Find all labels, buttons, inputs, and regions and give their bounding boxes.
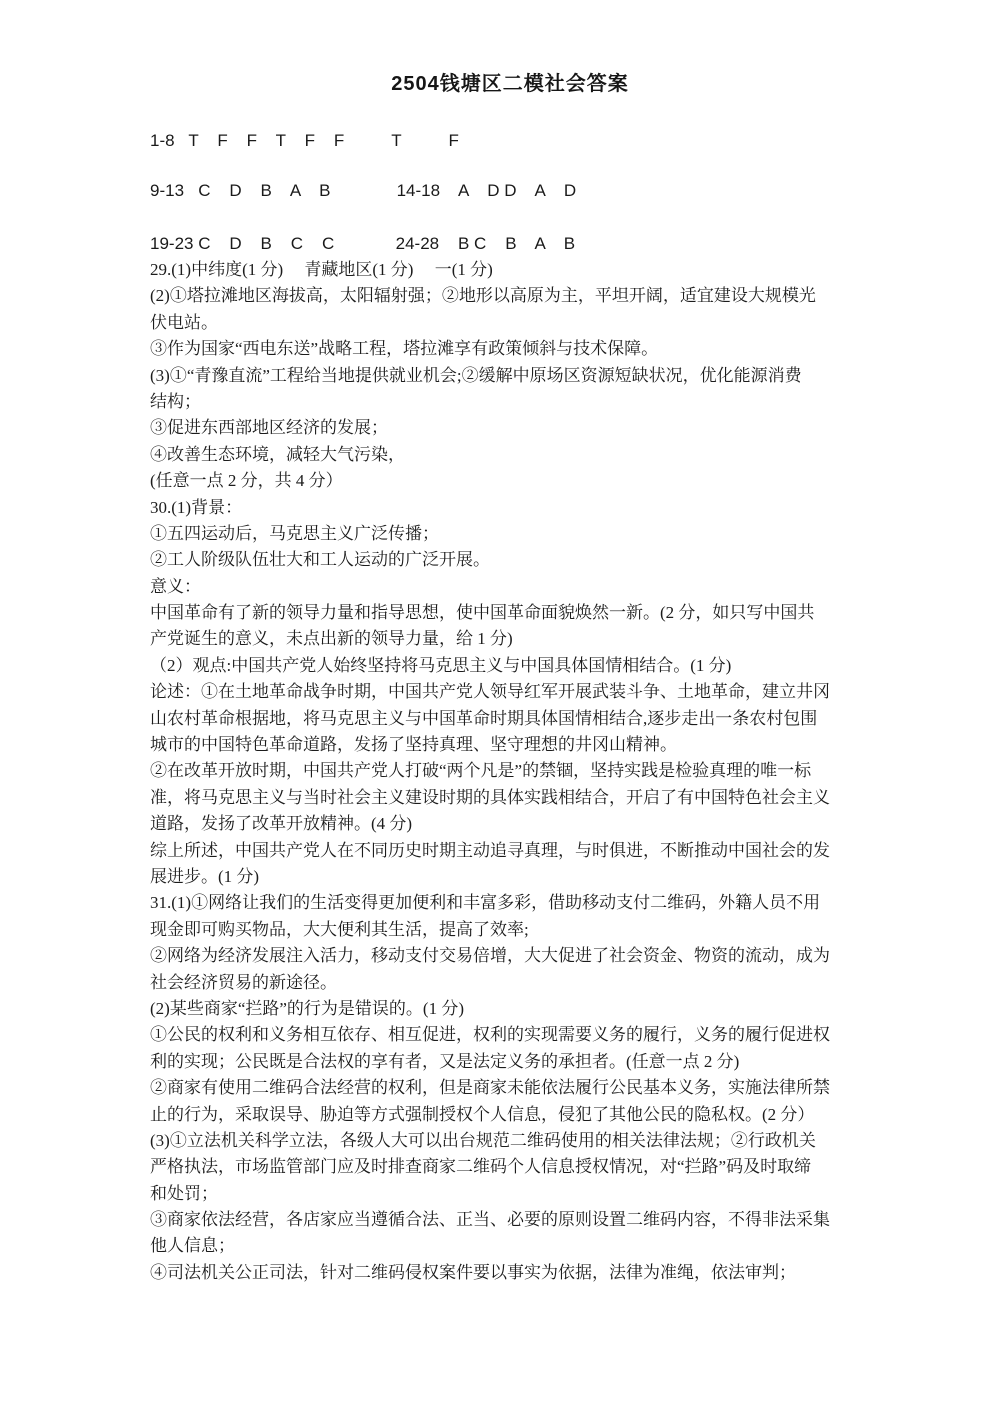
answer-text-body	[150, 257, 870, 1286]
answer-row-1-8: 1-8 T F F T F F T F	[150, 131, 459, 150]
text-line: 伏电站。	[150, 312, 218, 332]
text-line: 他人信息；	[150, 1236, 235, 1256]
text-line: 结构；	[150, 391, 201, 411]
text-line: ②工人阶级队伍壮大和工人运动的广泛开展。	[150, 550, 490, 570]
text-line: ①公民的权利和义务相互依存、相互促进，权利的实现需要义务的履行，义务的履行促进权	[150, 1025, 830, 1045]
text-line: 现金即可购买物品，大大便利其生活，提高了效率;	[150, 919, 529, 939]
text-line: 止的行为，采取误导、胁迫等方式强制授权个人信息，侵犯了其他公民的隐私权。(2 分）	[150, 1104, 815, 1124]
text-line: ④司法机关公正司法，针对二维码侵权案件要以事实为依据，法律为准绳，依法审判；	[150, 1262, 796, 1282]
text-line: 城市的中国特色革命道路，发扬了坚持真理、坚守理想的井冈山精神。	[150, 735, 677, 755]
text-line: 利的实现；公民既是合法权的享有者，又是法定义务的承担者。(任意一点 2 分)	[150, 1051, 740, 1071]
text-line: ②商家有使用二维码合法经营的权利，但是商家未能依法履行公民基本义务，实施法律所禁	[150, 1078, 830, 1098]
text-line: 30.(1)背景：	[150, 497, 243, 517]
text-line: 展进步。(1 分)	[150, 866, 260, 886]
text-line: ③促进东西部地区经济的发展；	[150, 418, 388, 438]
text-line: 产党诞生的意义，未点出新的领导力量，给 1 分)	[150, 629, 513, 649]
text-line: （2）观点:中国共产党人始终坚持将马克思主义与中国具体国情相结合。(1 分)	[150, 655, 732, 675]
text-line: 道路，发扬了改革开放精神。(4 分)	[150, 814, 413, 834]
answer-row-9-18: 9-13 C D B A B 14-18 A D D A D	[150, 181, 577, 200]
text-line: 山农村革命根据地，将马克思主义与中国革命时期具体国情相结合,逐步走出一条农村包围	[150, 708, 818, 728]
text-line: 中国革命有了新的领导力量和指导思想，使中国革命面貌焕然一新。(2 分，如只写中国共	[150, 603, 815, 623]
text-line: (2)某些商家“拦路”的行为是错误的。(1 分)	[150, 998, 464, 1018]
page-title: 2504钱塘区二模社会答案	[391, 73, 629, 95]
text-line: (3)①立法机关科学立法，各级人大可以出台规范二维码使用的相关法律法规；②行政机关	[150, 1130, 816, 1150]
text-line: 意义：	[150, 576, 201, 596]
text-line: 准，将马克思主义与当时社会主义建设时期的具体实践相结合，开启了有中国特色社会主义	[150, 787, 830, 807]
text-line: 29.(1)中纬度(1 分) 青藏地区(1 分) 一(1 分)	[150, 260, 493, 279]
text-line: ③作为国家“西电东送”战略工程，塔拉滩享有政策倾斜与技术保障。	[150, 339, 659, 359]
text-line: ③商家依法经营，各店家应当遵循合法、正当、必要的原则设置二维码内容，不得非法采集	[150, 1210, 830, 1230]
text-line: ②在改革开放时期，中国共产党人打破“两个凡是”的禁锢，坚持实践是检验真理的唯一标	[150, 761, 812, 781]
document-page	[150, 72, 870, 1286]
text-line: (2)①塔拉滩地区海拔高，太阳辐射强；②地形以高原为主，平坦开阔，适宜建设大规模光	[150, 286, 816, 306]
text-line: 综上所述，中国共产党人在不同历史时期主动追寻真理，与时俱进，不断推动中国社会的发	[150, 840, 830, 860]
answer-key-block	[150, 128, 870, 257]
text-line: (3)①“青豫直流”工程给当地提供就业机会;②缓解中原场区资源短缺状况，优化能源消费	[150, 365, 802, 385]
text-line: 31.(1)①网络让我们的生活变得更加便利和丰富多彩，借助移动支付二维码，外籍人员不用	[150, 893, 821, 913]
text-line: ②网络为经济发展注入活力，移动支付交易倍增，大大促进了社会资金、物资的流动，成为	[150, 946, 830, 966]
text-line: 严格执法，市场监管部门应及时排查商家二维码个人信息授权情况，对“拦路”码及时取缔	[150, 1157, 812, 1177]
text-line: 和处罚；	[150, 1183, 218, 1203]
text-line: (任意一点 2 分，共 4 分）	[150, 471, 343, 491]
text-line: 论述：①在土地革命战争时期，中国共产党人领导红军开展武装斗争、土地革命，建立井冈	[150, 682, 830, 702]
text-line: ①五四运动后，马克思主义广泛传播；	[150, 523, 439, 543]
text-line: ④改善生态环境，减轻大气污染，	[150, 444, 405, 464]
answer-row-19-28: 19-23 C D B C C 24-28 B C B A B	[150, 234, 576, 253]
text-line: 社会经济贸易的新途径。	[150, 972, 337, 992]
